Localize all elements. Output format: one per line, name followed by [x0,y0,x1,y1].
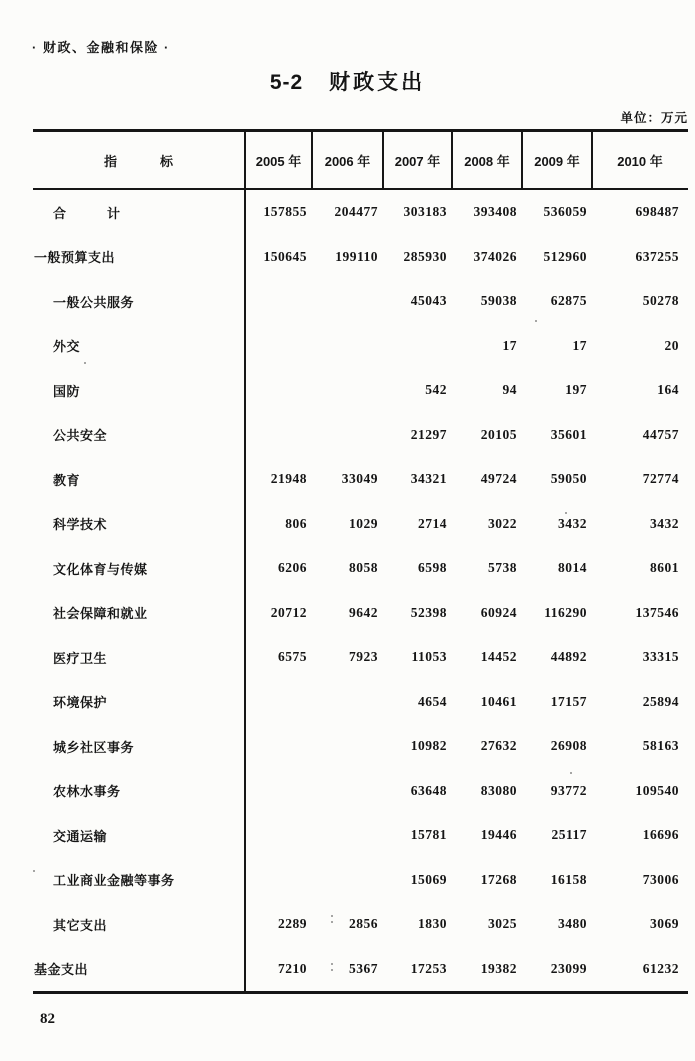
cell-value: 19382 [480,960,517,976]
table-row [33,457,688,502]
table-row [33,635,688,680]
cell-value: 72774 [642,471,679,487]
cell-value: 20 [664,337,679,353]
cell-value: 27632 [480,738,517,754]
page-number: 82 [40,1011,55,1027]
cell-value: 1029 [349,515,378,531]
table-title: 财政支出 [329,71,426,94]
cell-value: 7923 [349,649,378,665]
cell-value: 17 [502,337,517,353]
header-column-divider [451,131,453,190]
cell-value: 6575 [278,649,307,665]
cell-value: 11053 [411,649,447,665]
cell-value: 6598 [418,560,447,576]
table-row [33,902,688,947]
header-column-divider [244,131,246,190]
cell-value: 33049 [341,471,378,487]
cell-value: 4654 [418,693,447,709]
cell-value: 50278 [642,293,679,309]
column-header-2007: 2007 年 [394,153,441,169]
row-label: 交通运输 [53,828,108,844]
cell-value: 8601 [650,560,679,576]
cell-value: 59038 [480,293,517,309]
cell-value: 17268 [480,871,517,887]
cell-value: 73006 [642,871,679,887]
table-row [33,769,688,814]
cell-value: 35601 [550,426,587,442]
cell-value: 94 [502,382,517,398]
cell-value: 45043 [410,293,447,309]
cell-value: 637255 [635,248,679,264]
table-row [33,324,688,369]
cell-value: 52398 [410,604,447,620]
cell-value: 150645 [263,248,307,264]
cell-value: 6206 [278,560,307,576]
cell-value: 25117 [551,827,587,843]
scan-artifact [331,969,333,971]
section-header: · 财政、金融和保险 · [32,40,170,55]
column-header-indicator: 指 标 [103,153,174,169]
cell-value: 26908 [550,738,587,754]
cell-value: 8014 [558,560,587,576]
column-header-2010: 2010 年 [617,153,663,169]
cell-value: 116290 [544,604,587,620]
cell-value: 16158 [550,871,587,887]
cell-value: 3069 [650,916,679,932]
cell-value: 285930 [403,248,447,264]
cell-value: 63648 [410,782,447,798]
cell-value: 9642 [349,604,378,620]
scan-artifact [570,772,572,774]
page-title [0,66,695,96]
row-label: 农林水事务 [53,784,121,800]
cell-value: 2289 [278,916,307,932]
cell-value: 374026 [473,248,517,264]
row-label: 其它支出 [53,917,108,933]
cell-value: 21297 [410,426,447,442]
column-header-2008: 2008 年 [464,153,510,169]
cell-value: 10461 [480,693,517,709]
cell-value: 3480 [558,916,587,932]
scan-artifact [535,320,537,322]
cell-value: 199110 [335,248,378,264]
cell-value: 19446 [480,827,517,843]
row-label: 医疗卫生 [53,650,108,666]
cell-value: 5738 [488,560,517,576]
column-header-2005: 2005 年 [255,153,302,169]
table-header [33,129,688,190]
table-row [33,680,688,725]
cell-value: 204477 [334,204,378,220]
cell-value: 61232 [642,960,679,976]
cell-value: 393408 [473,204,517,220]
table-row [33,413,688,458]
cell-value: 44892 [550,649,587,665]
cell-value: 197 [565,382,587,398]
cell-value: 34321 [410,471,447,487]
row-label: 国防 [53,383,81,399]
cell-value: 698487 [635,204,679,220]
cell-value: 109540 [635,782,679,798]
cell-value: 59050 [550,471,587,487]
row-label: 一般预算支出 [34,250,116,266]
table-row [33,190,688,235]
cell-value: 44757 [642,426,679,442]
cell-value: 16696 [642,827,679,843]
row-label: 工业商业金融等事务 [53,873,175,889]
table-row [33,591,688,636]
table-row [33,279,688,324]
cell-value: 10982 [410,738,447,754]
cell-value: 303183 [403,204,447,220]
cell-value: 15781 [410,827,447,843]
row-label: 社会保障和就业 [53,606,148,622]
table-row [33,546,688,591]
scan-artifact [84,362,86,364]
cell-value: 137546 [635,604,679,620]
scan-artifact [331,963,333,965]
header-column-divider [591,131,593,190]
cell-value: 62875 [550,293,587,309]
indicator-column-divider [244,190,246,994]
table-number: 5-2 [269,71,304,94]
cell-value: 58163 [642,738,679,754]
row-label: 教育 [53,472,81,488]
cell-value: 3022 [488,515,517,531]
cell-value: 8058 [349,560,378,576]
cell-value: 3025 [488,916,517,932]
cell-value: 542 [425,382,447,398]
scan-artifact [565,512,567,514]
cell-value: 25894 [642,693,679,709]
cell-value: 20105 [480,426,517,442]
cell-value: 20712 [270,604,307,620]
table-body [33,190,688,994]
cell-value: 164 [657,382,679,398]
cell-value: 2714 [418,515,447,531]
table-row [33,235,688,280]
unit-label: 单位：万元 [620,111,688,125]
cell-value: 17 [572,337,587,353]
row-label: 环境保护 [53,695,108,711]
cell-value: 2856 [349,916,378,932]
header-column-divider [311,131,313,190]
row-label: 文化体育与传媒 [53,561,148,577]
header-column-divider [521,131,523,190]
table-row [33,858,688,903]
scan-artifact [331,915,333,917]
cell-value: 15069 [410,871,447,887]
cell-value: 5367 [349,960,378,976]
cell-value: 83080 [480,782,517,798]
column-header-2009: 2009 年 [534,153,580,169]
cell-value: 806 [285,515,307,531]
cell-value: 17253 [410,960,447,976]
row-label: 科学技术 [53,517,108,533]
cell-value: 49724 [480,471,517,487]
cell-value: 17157 [550,693,587,709]
row-label: 合 计 [53,205,121,221]
row-label: 城乡社区事务 [53,739,135,755]
cell-value: 1830 [418,916,447,932]
cell-value: 23099 [550,960,587,976]
scan-artifact [331,921,333,923]
column-header-2006: 2006 年 [324,153,371,169]
cell-value: 157855 [263,204,307,220]
table-row [33,724,688,769]
table-row [33,368,688,413]
cell-value: 33315 [642,649,679,665]
cell-value: 14452 [480,649,517,665]
scan-artifact [33,870,35,872]
cell-value: 3432 [558,515,587,531]
row-label: 一般公共服务 [53,294,135,310]
table-row [33,947,688,992]
cell-value: 512960 [543,248,587,264]
cell-value: 3432 [650,515,679,531]
cell-value: 93772 [550,782,587,798]
row-label: 公共安全 [53,428,108,444]
table-row [33,813,688,858]
cell-value: 21948 [270,471,307,487]
row-label: 外交 [53,339,81,355]
cell-value: 536059 [543,204,587,220]
row-label: 基金支出 [34,962,89,978]
cell-value: 60924 [480,604,517,620]
data-table [33,129,688,994]
header-column-divider [382,131,384,190]
table-row [33,502,688,547]
cell-value: 7210 [278,960,307,976]
